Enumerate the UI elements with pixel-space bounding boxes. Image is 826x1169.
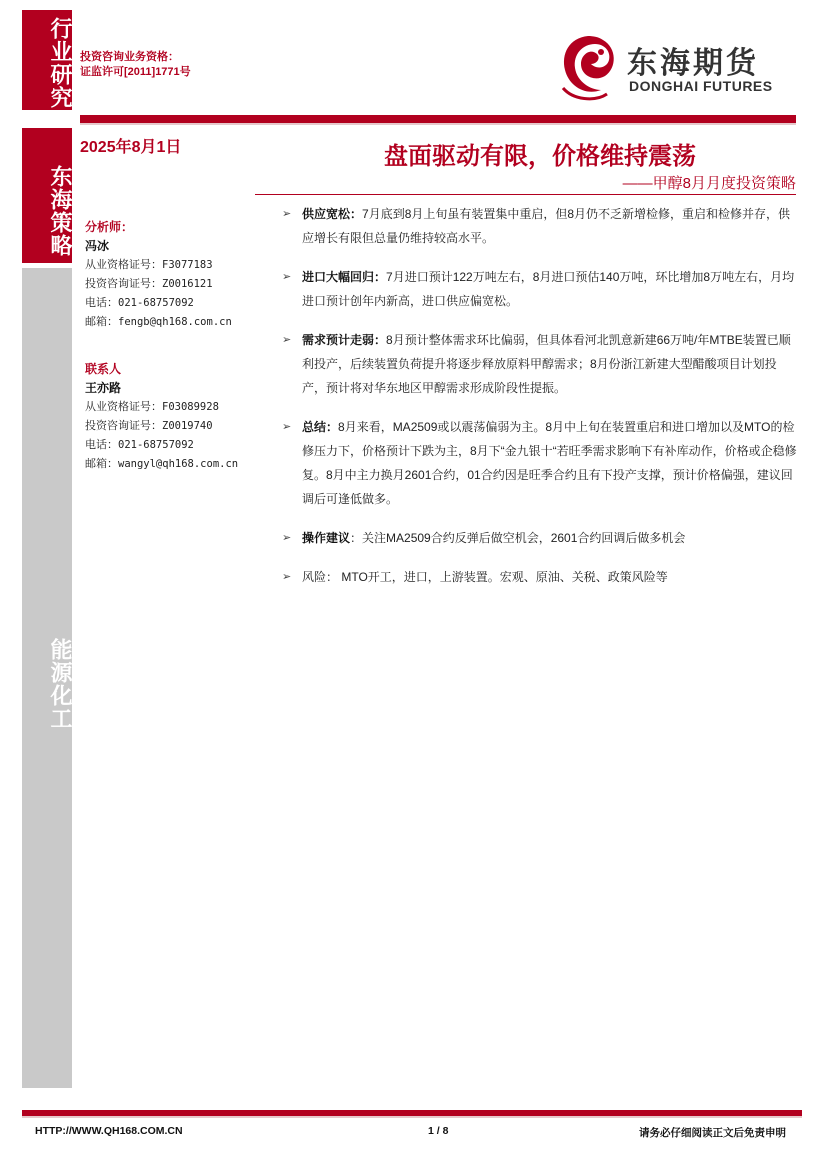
point-text: 风险： MTO开工，进口，上游装置。宏观、原油、关税、政策风险等 bbox=[302, 570, 668, 584]
arrow-bullet-icon: ➢ bbox=[282, 334, 292, 346]
side-tab-industry-research: 行业研究 bbox=[22, 10, 72, 110]
contact-name: 王亦路 bbox=[85, 381, 122, 395]
analyst-email[interactable]: 邮箱：fengb@qh168.com.cn bbox=[85, 316, 232, 328]
footer-disclaimer: 请务必仔细阅读正文后免责申明 bbox=[639, 1127, 786, 1139]
point-text: ：关注MA2509合约反弹后做空机会，2601合约回调后做多机会 bbox=[350, 531, 686, 545]
point-label: 总结： bbox=[302, 420, 339, 434]
arrow-bullet-icon: ➢ bbox=[282, 208, 292, 220]
report-date: 2025年8月1日 bbox=[80, 139, 182, 156]
arrow-bullet-icon: ➢ bbox=[282, 421, 292, 433]
analyst-name: 冯冰 bbox=[85, 239, 110, 253]
report-subtitle: ——甲醇8月月度投资策略 bbox=[622, 175, 796, 192]
point-text: 8月来看，MA2509或以震荡偏弱为主。8月中上旬在装置重启和进口增加以及MTO的检修压力下，价格预计下跌为主，8月下“金九银十“若旺季需求影响下有补库动作，价格或企稳修复。8月中主力换月2601合约，01合约因是旺季合约且有下投产支撑，预计价格偏强，建议回调后可逢低做多。 bbox=[302, 420, 797, 506]
logo-chinese-name: 东海期货 bbox=[627, 46, 759, 81]
point-summary bbox=[282, 415, 797, 511]
footer-divider bbox=[22, 1116, 802, 1118]
point-text: 7月进口预计122万吨左右，8月进口预估140万吨，环比增加8万吨左右，月均进口预计创年内新高，进口供应偏宽松。 bbox=[302, 270, 795, 308]
license-line-1: 投资咨询业务资格： bbox=[80, 51, 179, 63]
dragon-logo-icon bbox=[555, 30, 621, 102]
arrow-bullet-icon: ➢ bbox=[282, 571, 292, 583]
arrow-bullet-icon: ➢ bbox=[282, 532, 292, 544]
side-tab-energy-chemical: 能源化工 bbox=[22, 268, 72, 1088]
donghai-logo bbox=[555, 28, 795, 104]
header-divider bbox=[80, 123, 796, 125]
point-label: 操作建议 bbox=[302, 531, 351, 545]
point-text: 7月底到8月上旬虽有装置集中重启，但8月仍不乏新增检修，重启和检修并存，供应增长有限但总量仍维持较高水平。 bbox=[302, 207, 791, 245]
point-risk bbox=[282, 565, 797, 589]
point-supply bbox=[282, 202, 797, 250]
point-text: 8月预计整体需求环比偏弱，但具体看河北凯意新建66万吨/年MTBE装置已顺利投产，后续装置负荷提升将逐步释放原料甲醇需求；8月份浙江新建大型醋酸项目计划投产，预计将对华东地区甲醇需求形成阶段性提振。 bbox=[302, 333, 791, 395]
analyst-heading: 分析师： bbox=[85, 220, 134, 234]
point-label: 进口大幅回归： bbox=[302, 270, 387, 284]
footer-website-link[interactable]: HTTP://WWW.QH168.COM.CN bbox=[35, 1125, 183, 1137]
analyst-consult-license: 投资咨询证号：Z0016121 bbox=[85, 278, 213, 290]
contact-consult-license: 投资咨询证号：Z0019740 bbox=[85, 420, 213, 432]
contact-phone: 电话：021-68757092 bbox=[85, 439, 194, 451]
footer-page-number: 1 / 8 bbox=[428, 1125, 449, 1137]
logo-english-name: DONGHAI FUTURES bbox=[629, 78, 773, 94]
contact-qualification: 从业资格证号：F03089928 bbox=[85, 401, 219, 413]
point-label: 供应宽松： bbox=[302, 207, 363, 221]
analyst-qualification: 从业资格证号：F3077183 bbox=[85, 259, 213, 271]
point-label: 需求预计走弱： bbox=[302, 333, 387, 347]
license-info bbox=[80, 50, 191, 80]
point-import bbox=[282, 265, 797, 313]
contact-email[interactable]: 邮箱：wangyl@qh168.com.cn bbox=[85, 458, 239, 470]
point-demand bbox=[282, 328, 797, 400]
summary-points bbox=[282, 202, 797, 604]
header-red-bar bbox=[80, 115, 796, 123]
side-tab-donghai-strategy: 东海策略 bbox=[22, 128, 72, 263]
analyst-phone: 电话：021-68757092 bbox=[85, 297, 194, 309]
arrow-bullet-icon: ➢ bbox=[282, 271, 292, 283]
license-line-2: 证监许可[2011]1771号 bbox=[80, 66, 191, 78]
contact-heading: 联系人 bbox=[85, 362, 122, 376]
report-title: 盘面驱动有限，价格维持震荡 bbox=[384, 142, 696, 170]
subtitle-underline bbox=[255, 194, 796, 195]
point-operation bbox=[282, 526, 797, 550]
contact-block bbox=[85, 360, 238, 474]
analyst-block bbox=[85, 218, 232, 332]
